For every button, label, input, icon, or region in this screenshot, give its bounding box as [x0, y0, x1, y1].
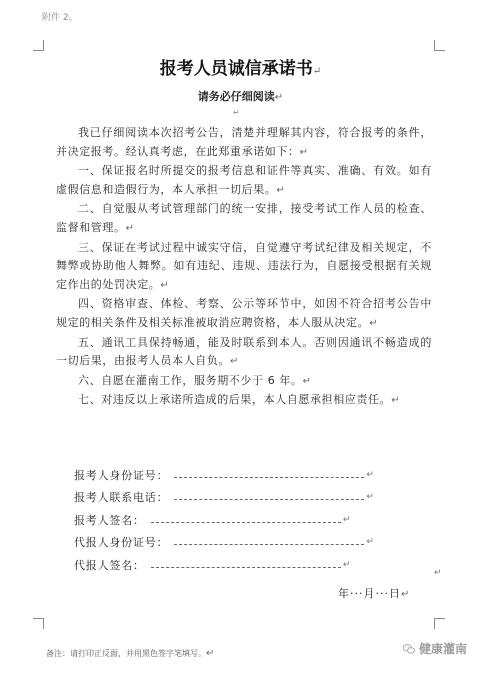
paragraph-item-7: 七、对违反以上承诺所造成的后果，本人自愿承担相应责任。↵ — [78, 393, 401, 407]
date-text: 年···月···日 — [338, 587, 401, 600]
paragraph-mark-icon: ↵ — [274, 92, 284, 103]
footer-note — [46, 648, 214, 659]
signature-fields — [74, 460, 414, 573]
fill-in-line[interactable] — [174, 498, 364, 500]
paragraph-mark-icon: ↵ — [206, 648, 215, 659]
document-title — [0, 54, 481, 79]
paragraph-mark-icon: ↵ — [342, 559, 352, 570]
paragraph-mark-icon: ↵ — [233, 108, 240, 117]
pledge-body — [56, 124, 432, 411]
paragraph-item-6: 六、自愿在灌南工作，服务期不少于 6 年。↵ — [78, 373, 312, 387]
applicant-id-field[interactable] — [74, 460, 414, 483]
paragraph-mark-icon: ↵ — [369, 317, 379, 329]
paragraph-mark-icon: ↵ — [366, 492, 375, 503]
paragraph-mark-icon: ↵ — [276, 184, 286, 196]
field-label: 报考人身份证号： — [74, 468, 169, 482]
fill-in-line[interactable] — [174, 476, 364, 478]
date-line — [338, 585, 410, 601]
paragraph-mark-icon: ↵ — [230, 356, 239, 368]
paragraph-mark-icon: ↵ — [400, 589, 411, 600]
paragraph-mark-icon: ↵ — [160, 279, 170, 291]
watermark-text: 健康灌南 — [419, 642, 468, 656]
crop-mark-bottom-right — [434, 618, 445, 629]
title-text: 报考人员诚信承诺书 — [159, 59, 313, 79]
paragraph-intro: 我已仔细阅读本次招考公告，清楚并理解其内容，符合报考的条件，并决定报考。经认真考虑，在此郑重承诺如下：↵ — [56, 126, 432, 158]
paragraph-item-3: 三、保证在考试过程中诚实守信，自觉遵守考试纪律及相关规定，不舞弊或协助他人舞弊。如有违纪、违规、违法行为，自愿接受根据有关规定作出的处罚决定。↵ — [56, 240, 432, 291]
paragraph-mark-icon: ↵ — [366, 537, 375, 548]
fill-in-line[interactable] — [151, 521, 341, 523]
paragraph-mark-icon: ↵ — [125, 222, 135, 234]
fill-in-line[interactable] — [151, 566, 341, 568]
crop-mark-bottom-left — [33, 618, 44, 629]
paragraph-item-4: 四、资格审查、体检、考察、公示等环节中，如因不符合招考公告中规定的相关条件及相关标准被取消应聘资格，本人服从决定。↵ — [56, 297, 432, 329]
paragraph-item-2: 二、自觉服从考试管理部门的统一安排，接受考试工作人员的检查、监督和管理。↵ — [56, 202, 432, 234]
note-text: 备注：请打印正反面，并用黑色签字笔填写。 — [46, 649, 206, 658]
wechat-logo-icon — [402, 642, 416, 656]
crop-mark-top-left — [33, 40, 44, 51]
field-label: 代报人签名： — [74, 558, 145, 572]
crop-mark-top-right — [434, 40, 445, 51]
paragraph-mark-icon: ↵ — [302, 375, 312, 387]
wechat-watermark — [402, 640, 467, 657]
fill-in-line[interactable] — [174, 543, 364, 545]
proxy-id-field[interactable] — [74, 528, 414, 551]
paragraph-item-1: 一、保证报名时所提交的报考信息和证件等真实、准确、有效。如有虚假信息和造假行为，本人承担一切后果。↵ — [56, 164, 432, 196]
proxy-signature-field[interactable] — [74, 550, 414, 573]
field-label: 报考人联系电话： — [74, 491, 169, 505]
applicant-signature-field[interactable] — [74, 505, 414, 528]
applicant-phone-field[interactable] — [74, 483, 414, 506]
field-label: 代报人身份证号： — [74, 536, 169, 550]
field-label: 报考人签名： — [74, 513, 145, 527]
paragraph-mark-icon: ↵ — [366, 469, 375, 480]
paragraph-mark-icon: ↵ — [342, 514, 352, 525]
paragraph-mark-icon: ↵ — [434, 568, 442, 578]
attachment-label: 附件 2。 — [42, 13, 78, 23]
paragraph-mark-icon: ↵ — [299, 146, 309, 158]
paragraph-item-5: 五、通讯工具保持畅通，能及时联系到本人。否则因通讯不畅造成的一切后果，由报考人员本人自负。↵ — [56, 335, 432, 368]
subtitle-text: 请务必仔细阅读 — [197, 90, 275, 103]
paragraph-mark-icon: ↵ — [312, 66, 322, 77]
document-subtitle — [0, 88, 481, 104]
paragraph-mark-icon: ↵ — [391, 395, 401, 407]
